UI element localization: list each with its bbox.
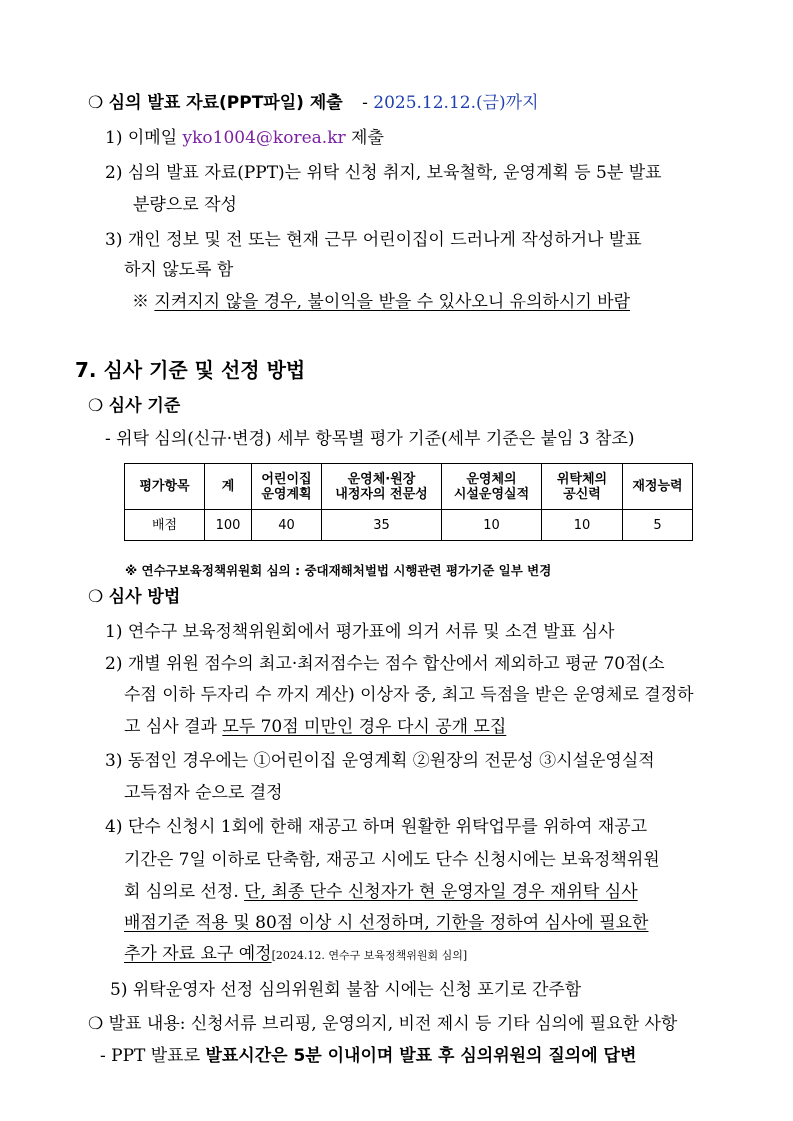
circle-bullet-icon: ❍ xyxy=(88,93,104,113)
ppt-prefix: - PPT 발표로 xyxy=(100,1046,206,1066)
method-1: 1) 연수구 보육정책위원회에서 평가표에 의거 서류 및 소견 발표 심사 xyxy=(105,622,615,642)
table-cell: 5 xyxy=(623,510,693,541)
circle-bullet-icon: ❍ xyxy=(88,587,104,607)
item-3-line-2: 하지 않도록 함 xyxy=(124,260,234,280)
evaluation-table xyxy=(124,463,693,541)
heading-dash: - xyxy=(362,93,368,113)
method-2-line-3-text: 고 심사 결과 xyxy=(124,717,223,737)
contact-email[interactable]: yko1004@korea.kr xyxy=(182,128,346,148)
item-3-line-1: 3) 개인 정보 및 전 또는 현재 근무 어린이집이 드러나게 작성하거나 발표 xyxy=(105,230,642,250)
table-note: ※ 연수구보육정책위원회 심의 : 중대재해처벌법 시행관련 평가기준 일부 변경 xyxy=(125,563,552,578)
method-4-underline-1: 단, 최종 단수 신청자가 현 운영자일 경우 재위탁 심사 xyxy=(244,882,638,902)
table-cell: 배점 xyxy=(125,510,205,541)
table-cell: 40 xyxy=(252,510,322,541)
method-2-underline: 모두 70점 미만인 경우 다시 공개 모집 xyxy=(222,717,507,737)
table-cell: 35 xyxy=(322,510,442,541)
item-2-line-2: 분량으로 작성 xyxy=(133,195,237,215)
item-1-prefix: 1) 이메일 xyxy=(105,128,183,148)
ppt-presentation-rule xyxy=(100,1044,636,1068)
table-header-cell: 위탁체의 공신력 xyxy=(542,464,623,510)
criteria-heading-text: 심사 기준 xyxy=(108,396,181,416)
table-header-row xyxy=(125,464,693,510)
circle-bullet-icon: ❍ xyxy=(88,1014,104,1034)
table-row xyxy=(125,510,693,541)
table-header-cell: 계 xyxy=(205,464,252,510)
submission-deadline: 2025.12.12.(금)까지 xyxy=(373,93,539,113)
table-header-cell: 어린이집 운영계획 xyxy=(252,464,322,510)
item-1-suffix: 제출 xyxy=(345,128,384,148)
method-heading xyxy=(88,585,180,609)
table-cell: 100 xyxy=(205,510,252,541)
reference-mark-icon: ※ xyxy=(132,292,149,312)
table-header-cell: 재정능력 xyxy=(623,464,693,510)
warning-text: 지켜지지 않을 경우, 불이익을 받을 수 있사오니 유의하시기 바람 xyxy=(154,292,631,312)
submission-heading xyxy=(88,91,539,115)
table-header-cell: 평가항목 xyxy=(125,464,205,510)
method-heading-text: 심사 방법 xyxy=(108,587,181,607)
method-4-line-4 xyxy=(124,911,648,935)
warning-note xyxy=(132,290,630,314)
method-4-line-1: 4) 단수 신청시 1회에 한해 재공고 하며 원활한 위탁업무를 위하여 재공고 xyxy=(105,817,648,837)
table-header-cell: 운영체의 시설운영실적 xyxy=(442,464,542,510)
section-7-title: 7. 심사 기준 및 선정 방법 xyxy=(75,358,306,382)
table-header-cell: 운영체·원장 내정자의 전문성 xyxy=(322,464,442,510)
table-cell: 10 xyxy=(442,510,542,541)
method-4-underline-3: 추가 자료 요구 예정 xyxy=(124,944,272,964)
item-1-email xyxy=(105,126,384,150)
method-2-line-2: 수점 이하 두자리 수 까지 계산) 이상자 중, 최고 득점을 받은 운영체로 결정하 xyxy=(124,685,694,705)
item-2-line-1: 2) 심의 발표 자료(PPT)는 위탁 신청 취지, 보육철학, 운영계획 등 5분 발표 xyxy=(105,163,662,183)
table-cell: 10 xyxy=(542,510,623,541)
method-4-line-3-text: 회 심의로 선정. xyxy=(124,882,245,902)
circle-bullet-icon: ❍ xyxy=(88,396,104,416)
presentation-content xyxy=(88,1012,677,1036)
criteria-heading xyxy=(88,394,180,418)
method-5: 5) 위탁운영자 선정 심의위원회 불참 시에는 신청 포기로 간주함 xyxy=(110,980,582,1000)
presentation-content-text: 발표 내용: 신청서류 브리핑, 운영의지, 비전 제시 등 기타 심의에 필요한 사항 xyxy=(108,1014,678,1034)
method-3-line-1: 3) 동점인 경우에는 ①어린이집 운영계획 ②원장의 전문성 ③시설운영실적 xyxy=(105,751,655,771)
submission-heading-text: 심의 발표 자료(PPT파일) 제출 xyxy=(108,93,343,113)
method-4-small-note: [2024.12. 연수구 보육정책위원회 심의] xyxy=(271,949,468,962)
method-4-underline-2: 배점기준 적용 및 80점 이상 시 선정하며, 기한을 정하여 심사에 필요한 xyxy=(124,913,649,933)
method-4-line-3 xyxy=(124,880,638,904)
method-2-line-3 xyxy=(124,715,506,739)
criteria-description: - 위탁 심의(신규·변경) 세부 항목별 평가 기준(세부 기준은 붙임 3 참조) xyxy=(105,429,635,449)
method-4-line-2: 기간은 7일 이하로 단축함, 재공고 시에도 단수 신청시에는 보육정책위원 xyxy=(124,850,660,870)
method-4-line-5 xyxy=(124,942,467,968)
method-2-line-1: 2) 개별 위원 점수의 최고·최저점수는 점수 합산에서 제외하고 평균 70점(소 xyxy=(105,654,665,674)
ppt-bold-text: 발표시간은 5분 이내이며 발표 후 심의위원의 질의에 답변 xyxy=(205,1046,637,1066)
method-3-line-2: 고득점자 순으로 결정 xyxy=(124,783,283,803)
